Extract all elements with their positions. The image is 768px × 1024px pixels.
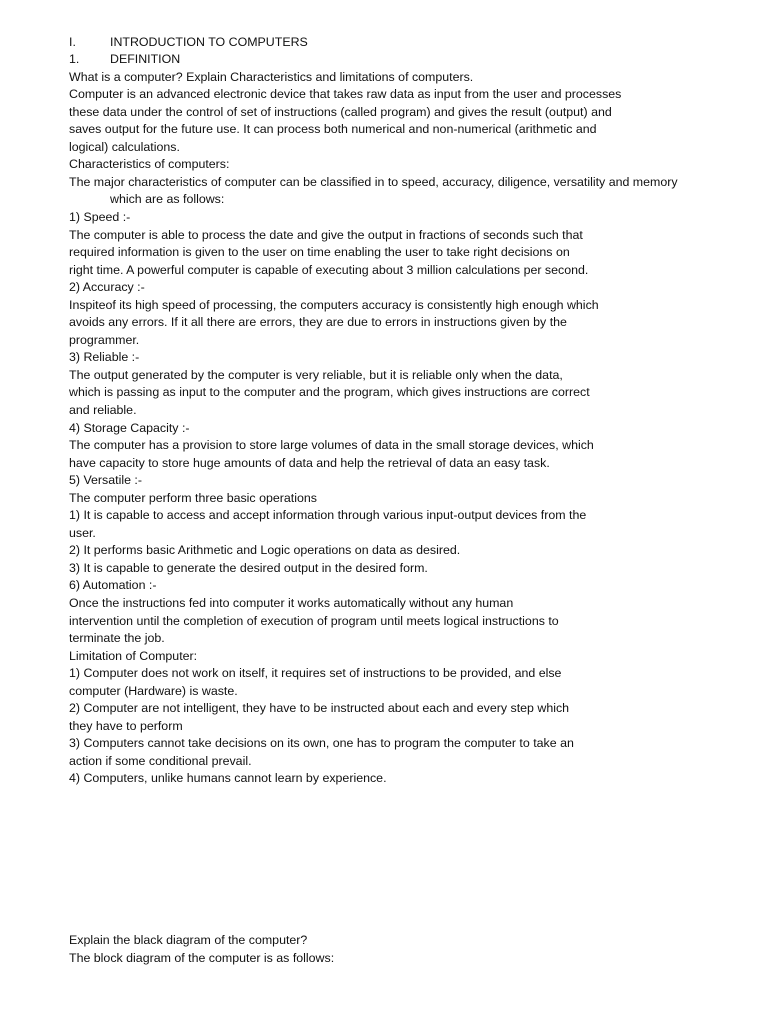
subsection-heading [69, 51, 729, 69]
subheading-line: Characteristics of computers: [69, 157, 230, 172]
paragraph-line: The computer has a provision to store large volumes of data in the small storage devices, which [69, 438, 594, 453]
subsection-number: 1. [69, 52, 80, 67]
paragraph-line: required information is given to the user on time enabling the user to take right decisions on [69, 245, 570, 260]
list-heading-storage: 4) Storage Capacity :- [69, 420, 190, 435]
paragraph-line: 3) Computers cannot take decisions on its own, one has to program the computer to take an [69, 736, 574, 751]
paragraph-line: programmer. [69, 332, 140, 347]
paragraph-line: 4) Computers, unlike humans cannot learn by experience. [69, 771, 387, 786]
list-heading-reliable: 3) Reliable :- [69, 350, 140, 365]
paragraph-line: which is passing as input to the computer and the program, which gives instructions are correct [69, 385, 590, 400]
list-heading-versatile: 5) Versatile :- [69, 473, 142, 488]
list-heading-automation: 6) Automation :- [69, 578, 157, 593]
paragraph-line: The computer is able to process the date and give the output in fractions of seconds such that [69, 227, 583, 242]
paragraph-line: The output generated by the computer is very reliable, but it is reliable only when the data, [69, 367, 563, 382]
main-text-block [69, 34, 729, 789]
paragraph-line: Once the instructions fed into computer it works automatically without any human [69, 596, 514, 610]
paragraph-line: saves output for the future use. It can process both numerical and non-numerical (arithmetic and [69, 122, 597, 137]
list-heading-speed: 1) Speed :- [69, 209, 131, 224]
paragraph-line: Inspiteof its high speed of processing, the computers accuracy is consistently high enough which [69, 297, 599, 312]
question-line: What is a computer? Explain Characteristics and limitations of computers. [69, 69, 474, 84]
paragraph-line-indented: which are as follows: [110, 192, 225, 207]
paragraph-line: The computer perform three basic operations [69, 490, 317, 505]
section-number: I. [69, 34, 76, 49]
paragraph-line: 2) Computer are not intelligent, they have to be instructed about each and every step which [69, 701, 570, 716]
paragraph-line: 2) It performs basic Arithmetic and Logic operations on data as desired. [69, 543, 461, 558]
paragraph-line: intervention until the completion of execution of program until meets logical instructions to [69, 613, 559, 628]
paragraph-line: computer (Hardware) is waste. [69, 683, 238, 698]
lower-text-block [69, 932, 729, 967]
paragraph-line: terminate the job. [69, 631, 165, 646]
subsection-title: DEFINITION [110, 52, 181, 67]
question-line: Explain the black diagram of the computer? [69, 933, 308, 947]
paragraph-line: avoids any errors. If it all there are errors, they are due to errors in instructions given by the [69, 315, 567, 330]
paragraph-line: these data under the control of set of instructions (called program) and gives the result (output) and [69, 104, 612, 119]
section-title: INTRODUCTION TO COMPUTERS [110, 34, 308, 49]
paragraph-line: 3) It is capable to generate the desired output in the desired form. [69, 560, 428, 575]
paragraph-line: logical) calculations. [69, 139, 180, 154]
paragraph-line: have capacity to store huge amounts of data and help the retrieval of data an easy task. [69, 455, 550, 470]
paragraph-line: Computer is an advanced electronic device that takes raw data as input from the user and processes [69, 87, 622, 102]
paragraph-line: user. [69, 525, 96, 540]
paragraph-line: they have to perform [69, 718, 183, 733]
paragraph-line: The block diagram of the computer is as follows: [69, 950, 335, 965]
paragraph-line: 1) It is capable to access and accept information through various input-output devices from the [69, 508, 587, 523]
paragraph-line: 1) Computer does not work on itself, it requires set of instructions to be provided, and else [69, 666, 562, 681]
section-heading [69, 34, 729, 52]
paragraph-line: The major characteristics of computer can be classified in to speed, accuracy, diligence, versatility and memory [69, 174, 678, 189]
paragraph-line: right time. A powerful computer is capable of executing about 3 million calculations per second. [69, 262, 589, 277]
paragraph-line: and reliable. [69, 402, 137, 417]
list-heading-accuracy: 2) Accuracy :- [69, 280, 145, 295]
paragraph-line: action if some conditional prevail. [69, 753, 252, 768]
subheading-limitations: Limitation of Computer: [69, 648, 198, 663]
